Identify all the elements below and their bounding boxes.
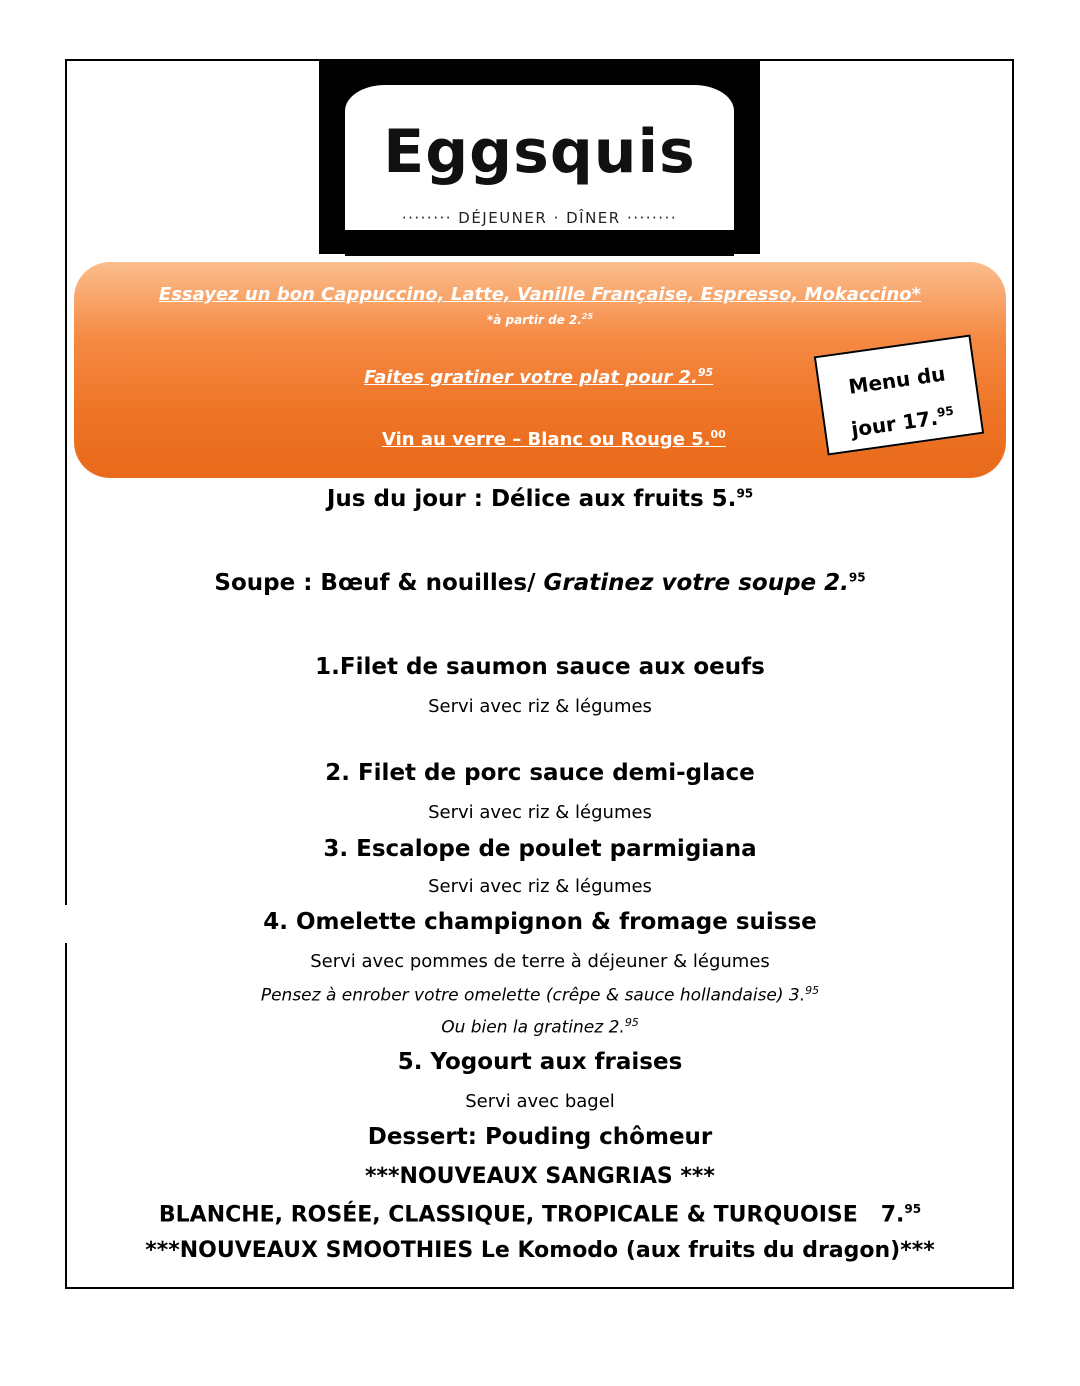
logo-tagline: ········ DÉJEUNER · DÎNER ········: [401, 209, 678, 227]
menu-du-jour-line2: jour 17.95: [849, 403, 955, 442]
item-3-title: 3. Escalope de poulet parmigiana: [323, 836, 757, 862]
coffee-promo: Essayez un bon Cappuccino, Latte, Vanille Française, Espresso, Mokaccino*: [158, 284, 922, 305]
wine-promo: Vin au verre – Blanc ou Rouge 5.00: [382, 428, 726, 450]
item-4-title: 4. Omelette champignon & fromage suisse: [263, 909, 817, 935]
item-3-sub: Servi avec riz & légumes: [428, 876, 652, 897]
logo-name: Eggsquis: [383, 117, 696, 187]
item-4-note-1: Pensez à enrober votre omelette (crêpe & sauce hollandaise) 3.95: [260, 984, 820, 1006]
item-1-title: 1.Filet de saumon sauce aux oeufs: [315, 654, 765, 680]
jus-du-jour: Jus du jour : Délice aux fruits 5.95: [326, 486, 754, 512]
coffee-price-note: *à partir de 2.25: [486, 312, 594, 327]
item-2-title: 2. Filet de porc sauce demi-glace: [325, 760, 755, 786]
soupe: Soupe : Bœuf & nouilles/ Gratinez votre soupe 2.95: [214, 570, 866, 596]
item-5-title: 5. Yogourt aux fraises: [397, 1049, 683, 1075]
item-1-sub: Servi avec riz & légumes: [428, 696, 652, 717]
logo-bottom-bar: [345, 230, 734, 256]
menu-du-jour-line1: Menu du: [846, 361, 947, 399]
dessert: Dessert: Pouding chômeur: [367, 1124, 713, 1150]
item-5-sub: Servi avec bagel: [465, 1091, 615, 1112]
item-2-sub: Servi avec riz & légumes: [428, 802, 652, 823]
smoothies: ***NOUVEAUX SMOOTHIES Le Komodo (aux fruits du dragon)***: [145, 1238, 935, 1263]
sangrias-title: ***NOUVEAUX SANGRIAS ***: [365, 1164, 715, 1189]
sangrias-list: BLANCHE, ROSÉE, CLASSIQUE, TROPICALE & TURQUOISE 7.95: [158, 1202, 922, 1228]
gratiner-promo: Faites gratiner votre plat pour 2.95: [364, 366, 714, 388]
logo-panel: [345, 85, 734, 255]
item-4-note-2: Ou bien la gratinez 2.95: [441, 1016, 639, 1038]
eggsquis-logo: [319, 59, 760, 254]
item-4-sub: Servi avec pommes de terre à déjeuner & légumes: [310, 951, 770, 972]
